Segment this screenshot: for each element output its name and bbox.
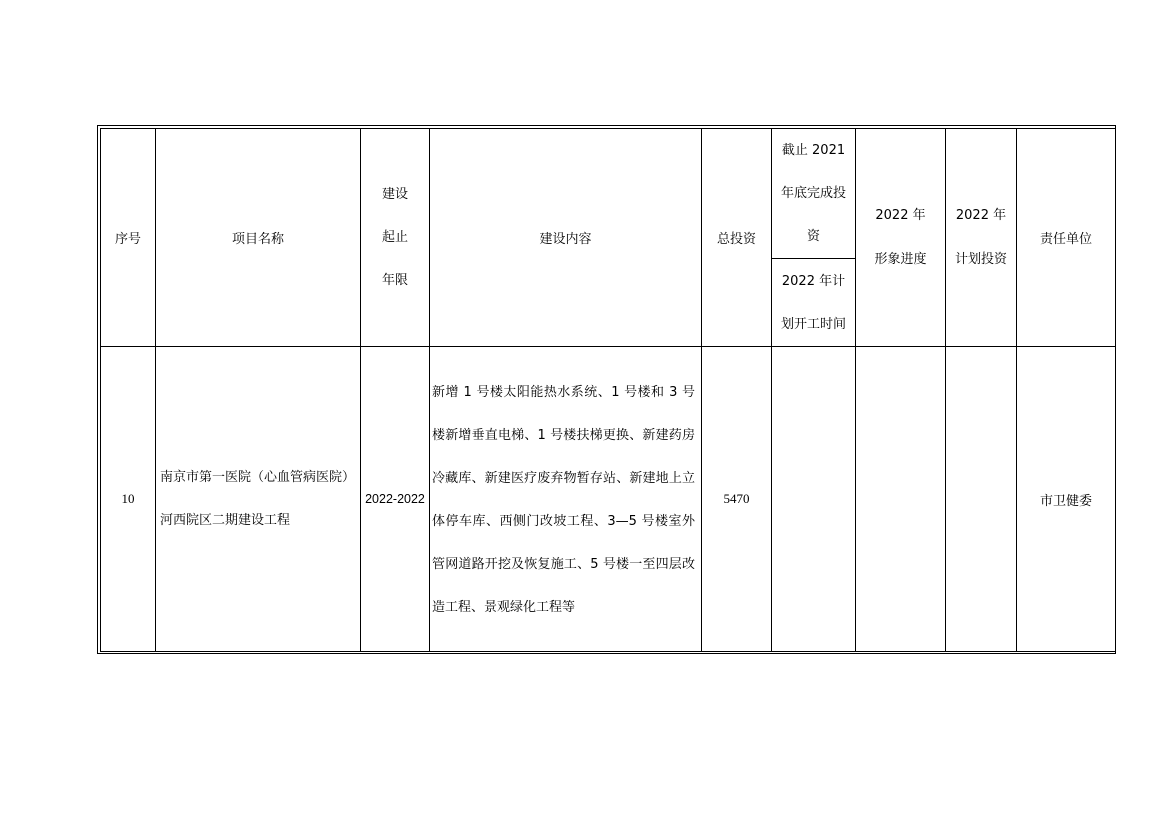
header-period-line-2: 起止 [381,230,408,245]
header-completed-investment [772,129,856,259]
header-planned-investment-line-1: 2022 年 [955,207,1007,223]
project-table [100,128,1116,652]
header-planned-start-line-1: 2022 年计 [781,273,846,289]
header-project-name: 项目名称 [156,129,361,347]
table-row [101,347,1116,652]
header-responsible-unit: 责任单位 [1017,129,1116,347]
header-completed-line-1: 截止 2021 [781,143,846,158]
header-completed-line-2: 年底完成投 [780,186,846,201]
header-progress-line-1: 2022 年 [875,207,926,223]
header-row-top [101,129,1116,259]
cell-seq: 10 [101,347,156,652]
cell-completed-and-start [772,347,856,652]
cell-total-investment: 5470 [702,347,772,652]
header-progress [856,129,946,347]
cell-responsible-unit: 市卫健委 [1017,347,1116,652]
header-period-line-1: 建设 [381,187,408,202]
header-period [361,129,430,347]
cell-progress [856,347,946,652]
cell-project-name: 南京市第一医院（心血管病医院）河西院区二期建设工程 [156,347,361,652]
cell-period: 2022-2022 [361,347,430,652]
header-planned-investment [946,129,1017,347]
header-completed-line-3: 资 [806,229,820,244]
cell-planned-investment [946,347,1017,652]
header-progress-line-2: 形象进度 [874,251,927,267]
header-planned-start-line-2: 划开工时间 [780,316,846,332]
header-planned-start [772,259,856,347]
cell-content: 新增 1 号楼太阳能热水系统、1 号楼和 3 号楼新增垂直电梯、1 号楼扶梯更换、新建药房冷藏库、新建医疗废弃物暂存站、新建地上立体停车库、西侧门改坡工程、3—5 号楼室外管网道路开挖及恢复施工、5 号楼一至四层改造工程、景观绿化工程等 [430,347,702,652]
header-planned-investment-line-2: 计划投资 [954,251,1007,267]
header-period-line-3: 年限 [381,273,408,288]
project-table-frame [97,125,1116,654]
header-seq: 序号 [101,129,156,347]
header-total-investment: 总投资 [702,129,772,347]
header-content: 建设内容 [430,129,702,347]
